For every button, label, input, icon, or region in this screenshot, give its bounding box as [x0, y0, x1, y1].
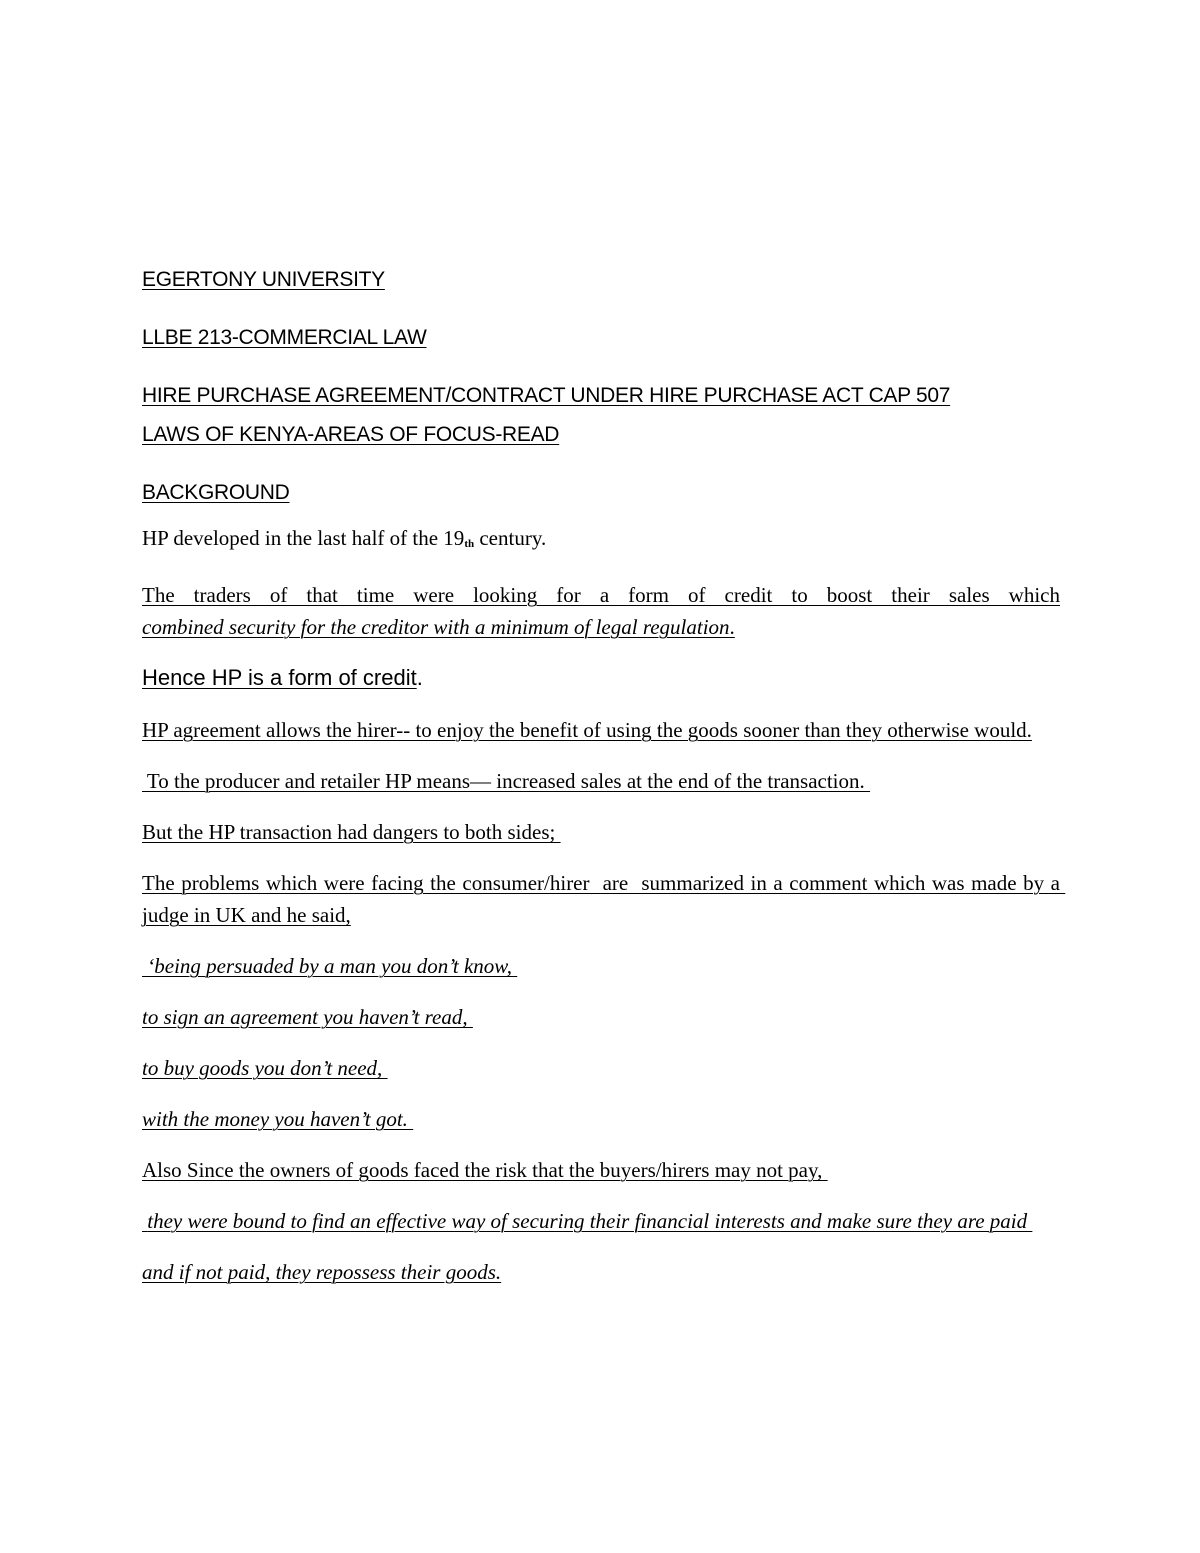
paragraph-hp-developed-end: century.: [474, 526, 547, 550]
paragraph-dangers: But the HP transaction had dangers to both sides;: [142, 820, 561, 844]
quote-line-1: ‘being persuaded by a man you don’t know,: [142, 954, 518, 978]
hp-credit-statement-text: Hence HP is a form of credit: [142, 665, 417, 690]
paragraph-producer-retailer: To the producer and retailer HP means— increased sales at the end of the transaction.: [142, 769, 871, 793]
course-heading: LLBE 213-COMMERCIAL LAW: [142, 326, 427, 349]
paragraph-secure-interests: they were bound to find an effective way of securing their financial interests and make sure they are paid: [142, 1209, 1033, 1233]
hp-credit-statement: [142, 662, 1060, 694]
paragraph-repossess: and if not paid, they repossess their goods.: [142, 1260, 502, 1284]
paragraph-hp-agreement: HP agreement allows the hirer-- to enjoy the benefit of using the goods sooner than they otherwise would.: [142, 718, 1032, 742]
quote-line-4: with the money you haven’t got.: [142, 1107, 414, 1131]
paragraph-traders-period: .: [729, 615, 735, 639]
paragraph-traders-line-1: The traders of that time were looking for a form of credit to boost their sales which: [142, 583, 1060, 607]
hp-credit-statement-period: .: [416, 665, 423, 690]
topic-heading: [142, 376, 1060, 454]
quote-line-3: to buy goods you don’t need,: [142, 1056, 388, 1080]
ordinal-suffix: th: [464, 538, 475, 550]
paragraph-owners-risk: Also Since the owners of goods faced the risk that the buyers/hirers may not pay,: [142, 1158, 828, 1182]
paragraph-problems: The problems which were facing the consumer/hirer are summarized in a comment which was made by a judge in UK and he said,: [142, 871, 1066, 927]
university-heading: EGERTONY UNIVERSITY: [142, 268, 385, 291]
topic-heading-line-1: HIRE PURCHASE AGREEMENT/CONTRACT UNDER HIRE PURCHASE ACT CAP 507: [142, 384, 951, 407]
quote-line-2: to sign an agreement you haven’t read,: [142, 1005, 473, 1029]
paragraph-traders: [142, 579, 1060, 643]
paragraph-hp-developed: [142, 522, 1060, 560]
paragraph-hp-developed-text: HP developed in the last half of the 19: [142, 526, 465, 550]
paragraph-traders-emphasis: combined security for the creditor with a minimum of legal regulation: [142, 615, 730, 639]
document-body: [142, 260, 1066, 1307]
background-heading: BACKGROUND: [142, 481, 290, 504]
topic-heading-line-2: LAWS OF KENYA-AREAS OF FOCUS-READ: [142, 423, 560, 446]
